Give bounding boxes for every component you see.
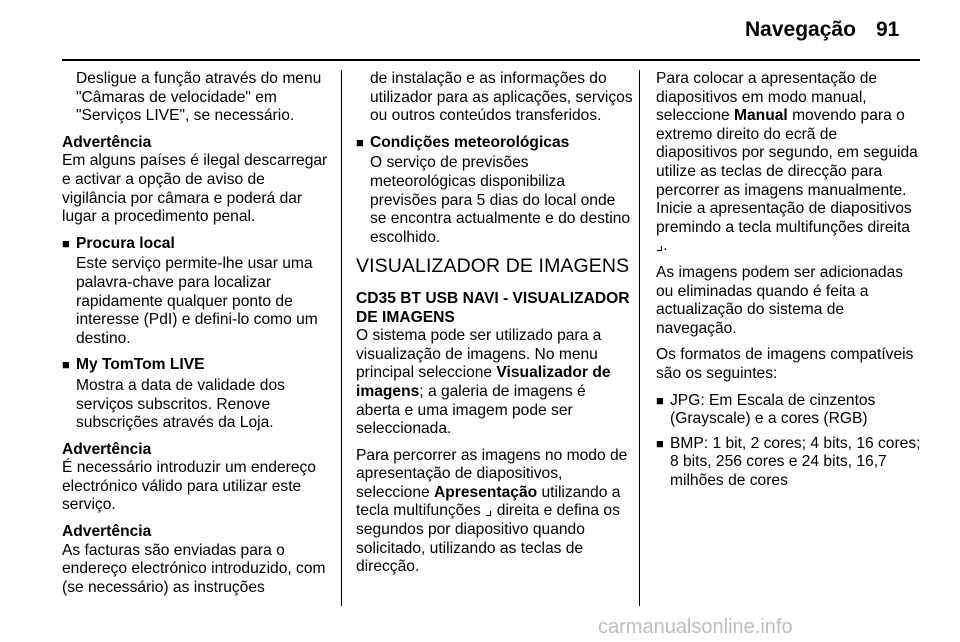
- list-item-title: [62, 356, 332, 375]
- bullet-icon: ■: [62, 357, 70, 373]
- page-number: 91: [876, 18, 900, 41]
- header-title: Navegação: [745, 18, 856, 41]
- column-divider: [639, 70, 640, 606]
- bullet-icon: ■: [356, 134, 364, 150]
- note-text: É necessário introduzir um endereço electrónico válido para utilizar este serviço.: [62, 459, 316, 514]
- note-title: Advertência: [62, 440, 152, 458]
- paragraph: [356, 327, 634, 439]
- list-item-label: Condições meteorológicas: [370, 133, 570, 151]
- sub-heading: CD35 BT USB NAVI - VISUALIZADOR DE IMAGENS: [356, 289, 630, 326]
- list-item-label: Procura local: [76, 234, 175, 252]
- menu-term: Manual: [734, 107, 788, 125]
- column-2: [356, 70, 634, 585]
- list-item-text: Mostra a data de validade dos serviços subscritos. Renove subscrições através da Loja.: [76, 376, 285, 432]
- list-item-text: Este serviço permite-lhe usar uma palavra-chave para localizar rapidamente qualquer ponto de interesse (PdI) e defini-lo como um destino.: [76, 255, 318, 347]
- column-divider: [341, 70, 342, 606]
- bullet-icon: ■: [656, 392, 664, 408]
- note-text: Em alguns países é ilegal descarregar e activar a opção de aviso de vigilância por câmara e poderá dar lugar a procedimento penal.: [62, 152, 328, 226]
- list-item-text: O serviço de previsões meteorológicas disponibiliza previsões para 5 dias do local onde se encontra actualmente e do destino escolhido.: [370, 154, 631, 246]
- text: Para percorrer as imagens no modo de apresentação de diapositivos, seleccione: [356, 446, 628, 501]
- header-rule: [62, 59, 920, 61]
- list-item-title: [356, 134, 634, 153]
- list-item-text: BMP: 1 bit, 2 cores; 4 bits, 16 cores; 8 bits, 256 cores e 24 bits, 16,7 milhões de cores: [670, 434, 921, 489]
- column-3: [656, 70, 922, 496]
- text: Para colocar a apresentação de diapositivos em modo manual, seleccione: [656, 70, 878, 125]
- text: utilizando a tecla multifunções ⌟ direita e defina os segundos por diapositivo quando solicitado, utilizando as teclas de direcção.: [356, 483, 621, 576]
- section-heading: VISUALIZADOR DE IMAGENS: [356, 255, 630, 278]
- bullet-icon: ■: [656, 435, 664, 451]
- list-item-label: My TomTom LIVE: [76, 356, 205, 374]
- list-item-text: JPG: Em Escala de cinzentos (Grayscale) e a cores (RGB): [670, 391, 876, 428]
- paragraph: As imagens podem ser adicionadas ou eliminadas quando é feita a actualização do sistema de navegação.: [656, 263, 904, 337]
- text: ; a galeria de imagens é aberta e uma imagem pode ser seleccionada.: [356, 382, 586, 438]
- list-item: [656, 392, 922, 429]
- menu-term: Visualizador de imagens: [356, 364, 611, 400]
- watermark: carmanualsonline.info: [598, 616, 793, 638]
- text: movendo para o extremo direito do ecrã de diapositivos por segundo, em seguida utilize as teclas de direcção para percorrer as imagens manualmente. Inicie a apresentação de diapositivos premindo a tecla multifunções direita ⌟.: [656, 107, 918, 255]
- paragraph: Desligue a função através do menu "Câmaras de velocidade" em "Serviços LIVE", se necessário.: [76, 70, 322, 125]
- note-title: Advertência: [62, 133, 152, 151]
- list-item-title: [62, 235, 332, 254]
- bullet-icon: ■: [62, 235, 70, 251]
- list-item: [656, 435, 922, 491]
- menu-term: Apresentação: [434, 483, 538, 501]
- paragraph: de instalação e as informações do utilizador para as aplicações, serviços ou outros conteúdos transferidos.: [370, 70, 633, 125]
- column-1: [62, 70, 332, 605]
- note-text: As facturas são enviadas para o endereço electrónico introduzido, com (se necessário) as instruções: [62, 541, 326, 596]
- paragraph: Os formatos de imagens compatíveis são os seguintes:: [656, 346, 914, 382]
- paragraph: [656, 70, 922, 256]
- note-title: Advertência: [62, 523, 152, 541]
- text: O sistema pode ser utilizado para a visualização de imagens. No menu principal seleccione: [356, 327, 602, 382]
- paragraph: [356, 447, 634, 577]
